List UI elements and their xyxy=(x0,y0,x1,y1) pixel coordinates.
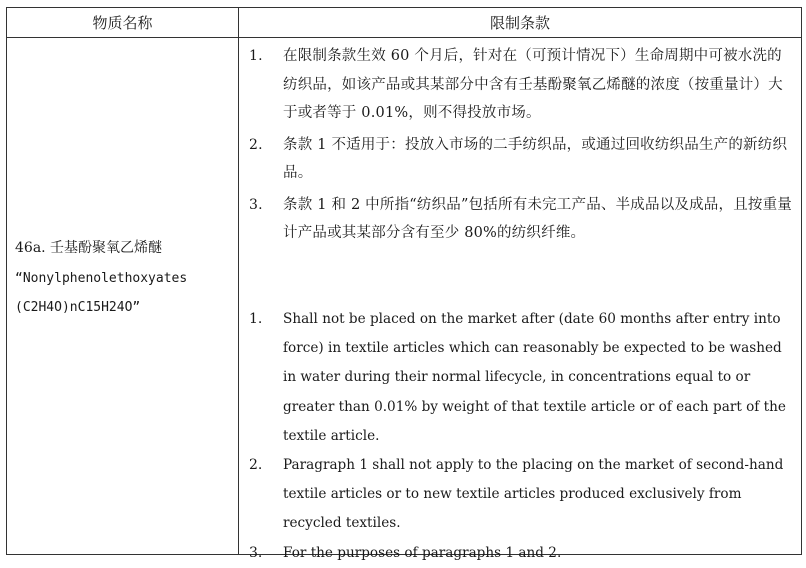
item-text: 条款 1 和 2 中所指“纺织品”包括所有未完工产品、半成品以及成品，且按重量计产品或其某部分含有至少 80%的纺织纤维。 xyxy=(283,196,793,241)
header-row xyxy=(7,8,802,38)
list-item xyxy=(239,191,799,248)
substance-cell xyxy=(7,38,239,555)
restrictions-chinese xyxy=(239,42,799,251)
substance-code-name: 46a. 壬基酚聚氧乙烯醚 xyxy=(15,240,163,256)
item-text: For the purposes of paragraphs 1 and 2. xyxy=(283,544,562,561)
list-item xyxy=(239,131,799,188)
item-text: 在限制条款生效 60 个月后，针对在（可预计情况下）生命周期中可被水洗的纺织品，如该产品或其某部分中含有壬基酚聚氧乙烯醚的浓度（按重量计）大于或者等于 0.01%，则不得投放市场。 xyxy=(283,48,783,121)
item-text: Paragraph 1 shall not apply to the placing on the market of second-hand textile articles or to new textile articles produced exclusively from recycled textiles. xyxy=(283,457,784,532)
substance-name xyxy=(15,234,235,323)
table-row xyxy=(7,38,802,555)
item-text: Shall not be placed on the market after (date 60 months after entry into force) in textile articles which can reasonably be expected to be washed in water during their normal lifecycle, in concentrations equal to or greater than 0.01% by weight of that textile article or of each part of the textile article. xyxy=(283,311,786,444)
restrictions-english xyxy=(239,305,799,568)
item-text: 条款 1 不适用于：投放入市场的二手纺织品，或通过回收纺织品生产的新纺织品。 xyxy=(283,136,788,181)
item-number: 3. xyxy=(249,196,263,213)
item-number: 1. xyxy=(249,48,263,64)
item-number: 2. xyxy=(249,136,263,153)
list-item xyxy=(239,42,799,128)
substance-formula: (C2H4O)nC15H24O” xyxy=(15,300,141,315)
item-number: 3. xyxy=(249,544,263,561)
list-item xyxy=(239,451,799,539)
restriction-cell xyxy=(239,38,802,561)
list-item xyxy=(239,539,799,568)
restriction-table xyxy=(6,7,802,561)
item-number: 2. xyxy=(249,457,263,474)
list-item xyxy=(239,305,799,451)
substance-header: 物质名称 xyxy=(7,8,239,38)
restriction-header: 限制条款 xyxy=(239,8,802,38)
substance-english-name: “Nonylphenolethoxyates xyxy=(15,270,188,286)
item-number: 1. xyxy=(249,311,263,327)
